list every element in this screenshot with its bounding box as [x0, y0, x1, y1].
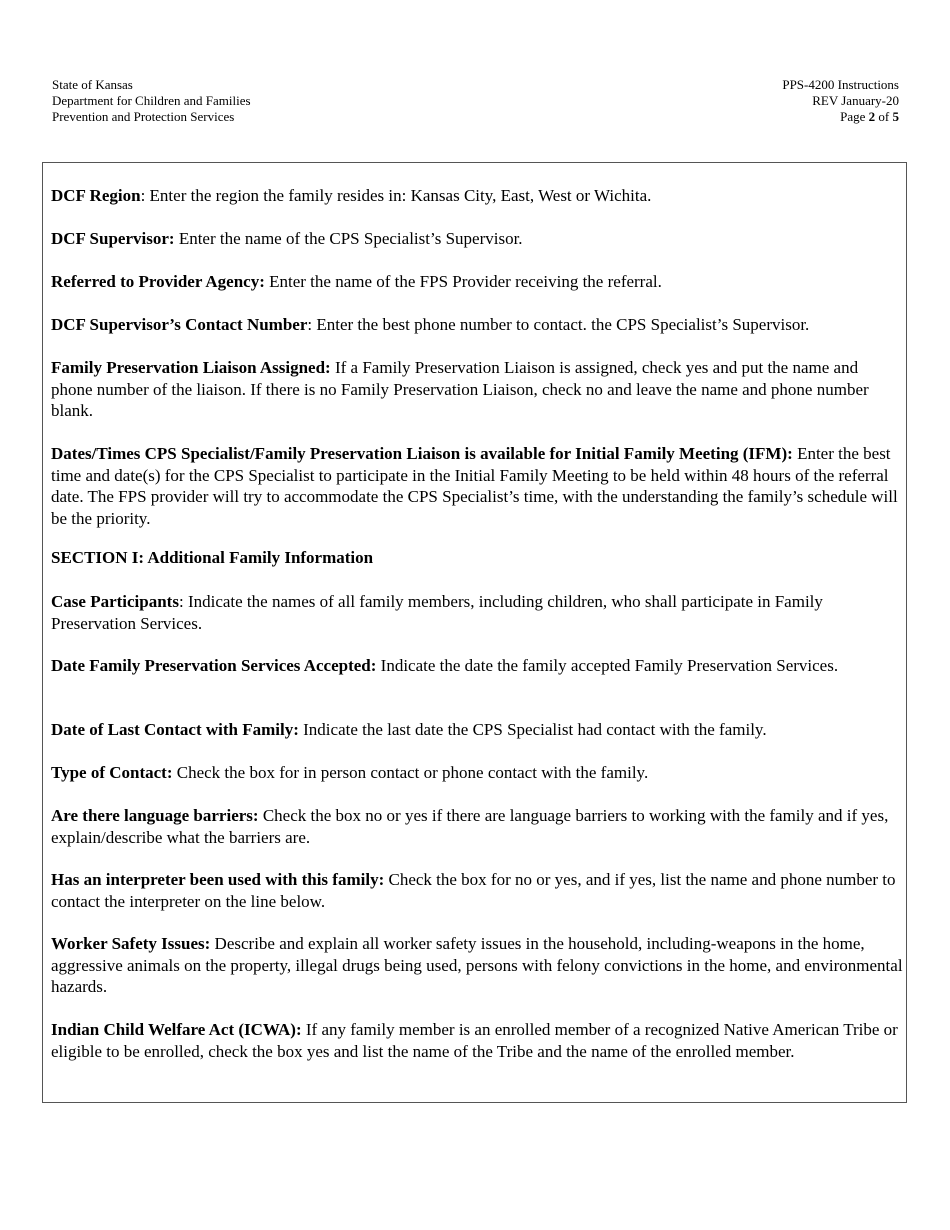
agency-header	[52, 77, 251, 125]
section-dcf-region	[51, 185, 903, 207]
section-provider-agency	[51, 271, 903, 293]
header-department: Department for Children and Families	[52, 93, 251, 108]
section-title: Case Participants	[51, 592, 179, 611]
section-text: Enter the best time and date(s) for the CPS Specialist to participate in the Initial Family Meeting to be held within 48 hours of the referral date. The FPS provider will try to accommodate the CPS Specialist’s time, with the understanding the family’s schedule will be the priority.	[51, 444, 898, 528]
form-revision: REV January-20	[812, 93, 899, 108]
form-info-header	[782, 77, 899, 125]
section-title: Worker Safety Issues:	[51, 934, 211, 953]
section-title: DCF Supervisor’s Contact Number	[51, 315, 308, 334]
section-title: Date Family Preservation Services Accepted:	[51, 656, 377, 675]
section-title: Date of Last Contact with Family:	[51, 720, 299, 739]
section-supervisor-contact	[51, 314, 903, 336]
instructions-box	[42, 162, 907, 1103]
section-text: Indicate the date the family accepted Family Preservation Services.	[376, 656, 839, 675]
section-text: : Indicate the names of all family members, including children, who shall participate in Family Preservation Services.	[51, 592, 823, 633]
section-title: DCF Region	[51, 186, 141, 205]
section-title: Indian Child Welfare Act (ICWA):	[51, 1020, 302, 1039]
section-interpreter	[51, 869, 903, 912]
section-text: Enter the name of the CPS Specialist’s Supervisor.	[174, 229, 523, 248]
header-division: Prevention and Protection Services	[52, 109, 235, 124]
section-title: Referred to Provider Agency:	[51, 272, 265, 291]
section-text: Indicate the last date the CPS Specialist had contact with the family.	[298, 720, 767, 739]
form-number: PPS-4200 Instructions	[782, 77, 899, 92]
section-title: Dates/Times CPS Specialist/Family Preservation Liaison is available for Initial Family Meeting (IFM):	[51, 444, 793, 463]
section-text: Describe and explain all worker safety issues in the household, including-weapons in the home, aggressive animals on the property, illegal drugs being used, persons with felony convictions in the home, and environmental hazards.	[51, 934, 903, 996]
section-title: DCF Supervisor:	[51, 229, 175, 248]
section-icwa	[51, 1019, 903, 1062]
section-heading-additional-family-info	[51, 547, 903, 569]
section-title: Has an interpreter been used with this family:	[51, 870, 385, 889]
section-liaison-assigned	[51, 357, 903, 422]
section-language-barriers	[51, 805, 903, 848]
page-number	[782, 109, 899, 125]
section-text: If any family member is an enrolled member of a recognized Native American Tribe or eligible to be enrolled, check the box yes and list the name of the Tribe and the name of the enrolled member.	[51, 1020, 898, 1061]
section-case-participants	[51, 591, 903, 634]
section-fps-accepted-date	[51, 655, 903, 677]
page-current: 2	[868, 109, 876, 124]
section-text: Check the box no or yes if there are language barriers to working with the family and if yes, explain/describe what the barriers are.	[51, 806, 889, 847]
section-type-of-contact	[51, 762, 903, 784]
section-text: : Enter the region the family resides in: Kansas City, East, West or Wichita.	[140, 186, 652, 205]
section-title: SECTION I: Additional Family Information	[51, 548, 374, 567]
section-worker-safety	[51, 933, 903, 998]
page-word: Page	[840, 109, 866, 124]
header-state: State of Kansas	[52, 77, 133, 92]
section-title: Type of Contact:	[51, 763, 173, 782]
section-title: Family Preservation Liaison Assigned:	[51, 358, 331, 377]
section-last-contact-date	[51, 719, 903, 741]
of-word: of	[878, 109, 890, 124]
page-total: 5	[892, 109, 899, 124]
section-text: Enter the name of the FPS Provider receiving the referral.	[264, 272, 662, 291]
section-title: Are there language barriers:	[51, 806, 259, 825]
section-text: Check the box for no or yes, and if yes, list the name and phone number to contact the interpreter on the line below.	[51, 870, 896, 911]
section-dcf-supervisor	[51, 228, 903, 250]
section-text: If a Family Preservation Liaison is assigned, check yes and put the name and phone number of the liaison. If there is no Family Preservation Liaison, check no and leave the name and phone number blank.	[51, 358, 869, 420]
section-ifm-availability	[51, 443, 903, 529]
section-text: Check the box for in person contact or phone contact with the family.	[172, 763, 649, 782]
section-text: : Enter the best phone number to contact. the CPS Specialist’s Supervisor.	[307, 315, 810, 334]
